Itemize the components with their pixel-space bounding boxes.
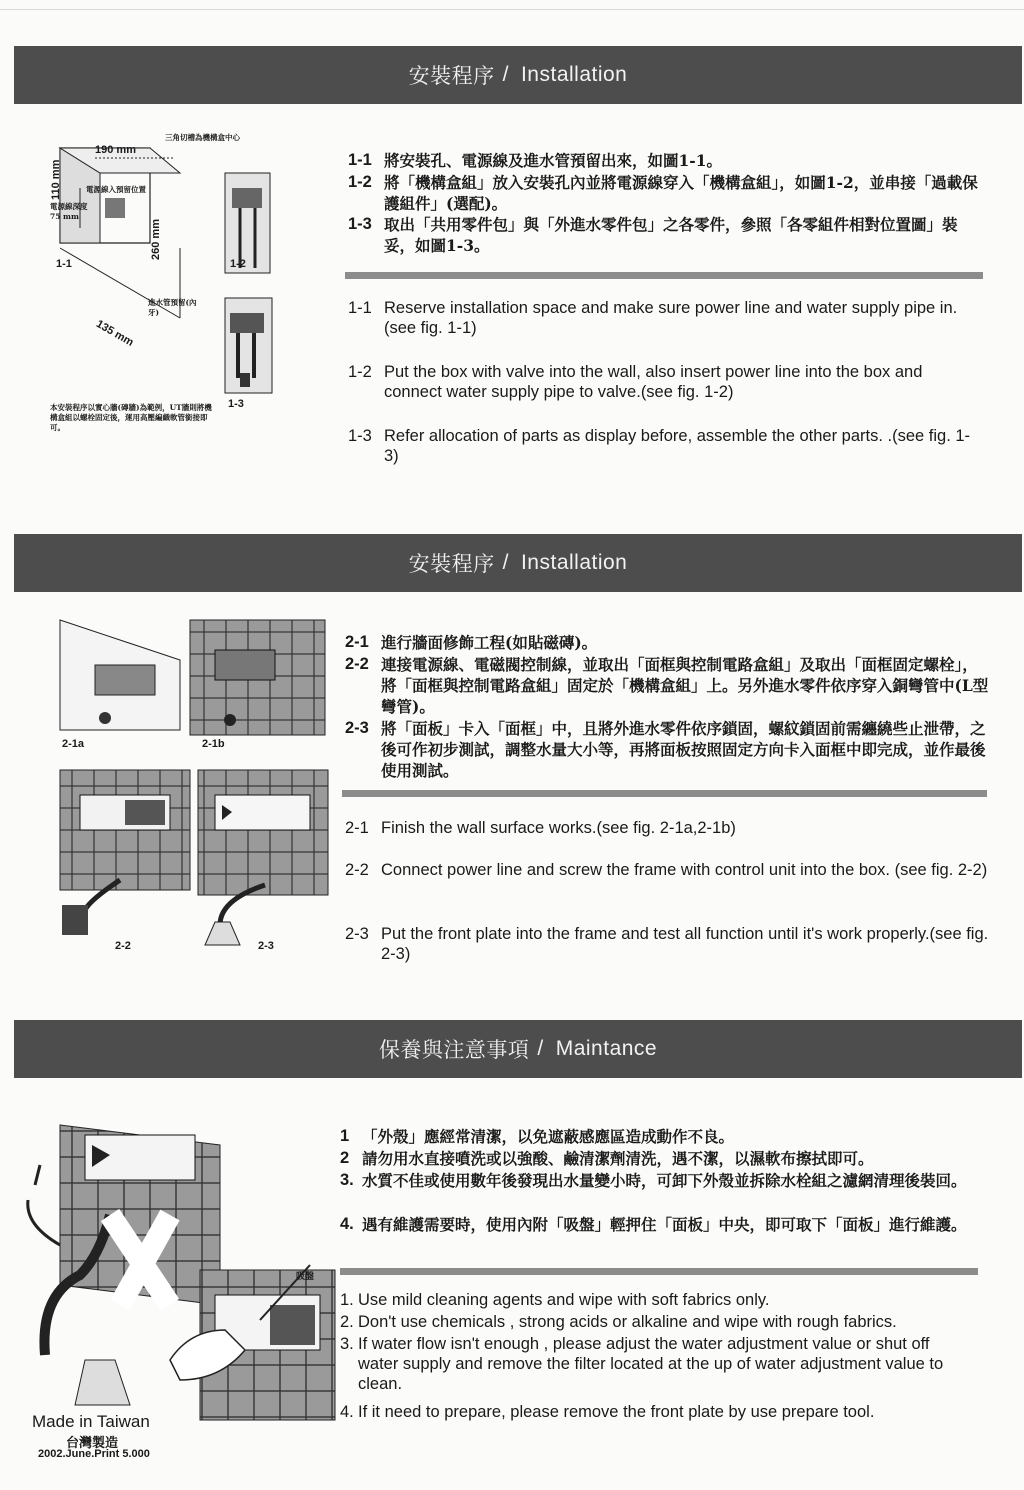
s2-zh-step-1-text: 進行牆面修飾工程(如貼磁磚)。 [381, 633, 598, 652]
s3-zh-item-4-text: 遇有維護需要時，使用內附「吸盤」輕押住「面板」中央，即可取下「面板」進行維護。 [362, 1215, 967, 1234]
s3-en-item-1-text: Use mild cleaning agents and wipe with soft fabrics only. [358, 1291, 770, 1309]
fig-label-2-1b: 2-1b [202, 738, 225, 750]
section-3-banner [14, 1020, 1022, 1078]
top-border-line [0, 9, 1024, 10]
s3-en-item-2-text: Don't use chemicals , strong acids or alkaline and wipe with rough fabrics. [358, 1313, 897, 1331]
s3-zh-item-1-text: 「外殼」應經常清潔，以免遮蔽感應區造成動作不良。 [362, 1127, 735, 1146]
s1-zh-step-3-text: 取出「共用零件包」與「外進水零件包」之各零件，參照「各零組件相對位置圖」裝妥，如圖1-3。 [384, 215, 958, 255]
section-1-title-zh: 安裝程序 [408, 65, 495, 88]
s3-zh-item-2-text: 請勿用水直接噴洗或以強酸、鹼清潔劑清洗，遇不潔，以濕軟布擦拭即可。 [362, 1149, 874, 1168]
s3-zh-item-2-num: 2 [340, 1149, 350, 1167]
s2-zh-step-2-text: 連接電源線、電磁閥控制線，並取出「面框與控制電路盒組」及取出「面框固定螺栓」，將「面框與控制電路盒組」固定於「機構盒組」上。另外進水零件依序穿入銅彎管中(L型彎管)。 [381, 655, 989, 716]
fig-1-1-dim-135: 135 mm [94, 318, 136, 349]
s2-zh-step-3-text: 將「面板」卡入「面框」中，且將外進水零件依序鎖固，螺紋鎖固前需纏繞些止泄帶，之後可作初步測試，調整水量大小等，再將面板按照固定方向卡入面框中即完成，並作最後使用測試。 [381, 719, 986, 780]
section-1-banner [14, 46, 1022, 104]
section-3-figures [20, 1105, 340, 1425]
s1-zh-step-2-num: 1-2 [348, 173, 372, 191]
s3-en-item-1-num: 1. [340, 1291, 354, 1309]
fig-label-2-3: 2-3 [258, 940, 274, 952]
section-2-title-sep: / [502, 551, 509, 574]
made-in-label: Made in Taiwan [32, 1412, 150, 1431]
section-2-figures [50, 610, 330, 960]
fig-1-1-drawing [60, 148, 180, 318]
section-2-banner [14, 534, 1022, 592]
fig-1-note-power: 電源線入預留位置 [86, 185, 146, 194]
fig-1-1-dim-height: 110 mm [50, 159, 62, 200]
fig-1-note-bottom: 本安裝程序以實心牆(磚牆)為範例，UT牆則將機構盒組以螺栓固定後，運用高壓編織軟管銜接即可。 [50, 403, 212, 432]
s3-en-item-4-num: 4. [340, 1403, 354, 1421]
s2-zh-step-1-num: 2-1 [345, 633, 369, 651]
fig-label-1-1: 1-1 [56, 258, 72, 270]
fig-2-1b-drawing [190, 620, 325, 735]
s3-en-item-2-num: 2. [340, 1313, 354, 1331]
s3-en-item-4-text: If it need to prepare, please remove the front plate by use prepare tool. [358, 1403, 875, 1421]
s2-en-step-1-text: Finish the wall surface works.(see fig. 2-1a,2-1b) [381, 819, 736, 837]
s1-divider [345, 272, 983, 279]
fig-1-1-dim-260: 260 mm [150, 219, 162, 260]
section-3-title-en: Maintance [555, 1037, 658, 1060]
s2-en-step-2-text: Connect power line and screw the frame with control unit into the box. (see fig. 2-2) [381, 861, 988, 879]
fig-2-1a-drawing [60, 620, 180, 730]
fig-label-2-1a: 2-1a [62, 738, 85, 750]
fig-1-3-drawing [225, 298, 272, 393]
s2-en-step-3-text: Put the front plate into the frame and test all function until it's work properly.(see fig. 2-3) [381, 925, 989, 963]
s1-zh-step-2-text: 將「機構盒組」放入安裝孔內並將電源線穿入「機構盒組」，如圖1-2，並串接「過載保護組件」(選配)。 [384, 173, 978, 213]
s1-en-step-3-num: 1-3 [348, 427, 372, 445]
section-3-title-sep: / [537, 1037, 544, 1060]
s1-en-step-1-num: 1-1 [348, 299, 372, 317]
fig-1-note-top: 三角切槽為機構盒中心 [165, 133, 240, 142]
s3-zh-item-4-num: 4. [340, 1215, 354, 1233]
s2-divider [342, 790, 987, 797]
s1-en-step-2-num: 1-2 [348, 363, 372, 381]
fig-1-note-depth: 電源線深度 75 mm [50, 202, 88, 221]
s1-en-step-3-text: Refer allocation of parts as display before, assemble the other parts. .(see fig. 1-3) [384, 427, 971, 465]
section-2-title-zh: 安裝程序 [408, 553, 495, 576]
fig-1-1-dim-width: 190 mm [95, 144, 136, 156]
s2-en-step-1-num: 2-1 [345, 819, 369, 837]
maint-tool-label: 吸盤 [296, 1272, 315, 1282]
s1-zh-step-3-num: 1-3 [348, 215, 372, 233]
s2-zh-step-3-num: 2-3 [345, 719, 369, 737]
s3-en-item-3-text: If water flow isn't enough , please adjust the water adjustment value or shut off water supply and remove the filter located at the up of water adjustment value to clean. [358, 1335, 944, 1393]
s2-en-step-3-num: 2-3 [345, 925, 369, 943]
fig-label-2-2: 2-2 [115, 940, 131, 952]
fig-2-3-drawing [198, 770, 328, 945]
print-info: 2002.June.Print 5.000 [38, 1448, 150, 1460]
s2-en-step-2-num: 2-2 [345, 861, 369, 879]
section-1-title-en: Installation [520, 63, 628, 86]
fig-1-note-water: 進水管預留(內牙) [148, 298, 197, 317]
s1-zh-step-1-num: 1-1 [348, 151, 372, 169]
section-3-title-zh: 保養與注意事項 [378, 1039, 530, 1062]
s2-zh-step-2-num: 2-2 [345, 655, 369, 673]
section-2-title-en: Installation [520, 551, 628, 574]
section-1-title-sep: / [502, 63, 509, 86]
s1-zh-step-1-text: 將安裝孔、電源線及進水管預留出來，如圖1-1。 [384, 151, 723, 170]
s3-en-item-3-num: 3. [340, 1335, 354, 1353]
fig-label-1-3: 1-3 [228, 398, 244, 410]
fig-2-2-drawing [60, 770, 190, 935]
fig-label-1-2: 1-2 [230, 258, 246, 270]
s3-zh-item-3-num: 3. [340, 1171, 354, 1189]
s3-divider [340, 1268, 978, 1275]
s1-en-step-2-text: Put the box with valve into the wall, also insert power line into the box and connect water supply pipe to valve.(see fig. 1-2) [384, 363, 923, 401]
made-in-zh-label: 台灣製造 [66, 1435, 119, 1450]
s3-zh-item-1-num: 1 [340, 1127, 350, 1145]
s1-en-step-1-text: Reserve installation space and make sure power line and water supply pipe in.(see fig. 1-1) [384, 299, 958, 337]
s3-zh-item-3-text: 水質不佳或使用數年後發現出水量變小時，可卸下外殼並拆除水栓組之濾網清理後裝回。 [362, 1171, 967, 1190]
